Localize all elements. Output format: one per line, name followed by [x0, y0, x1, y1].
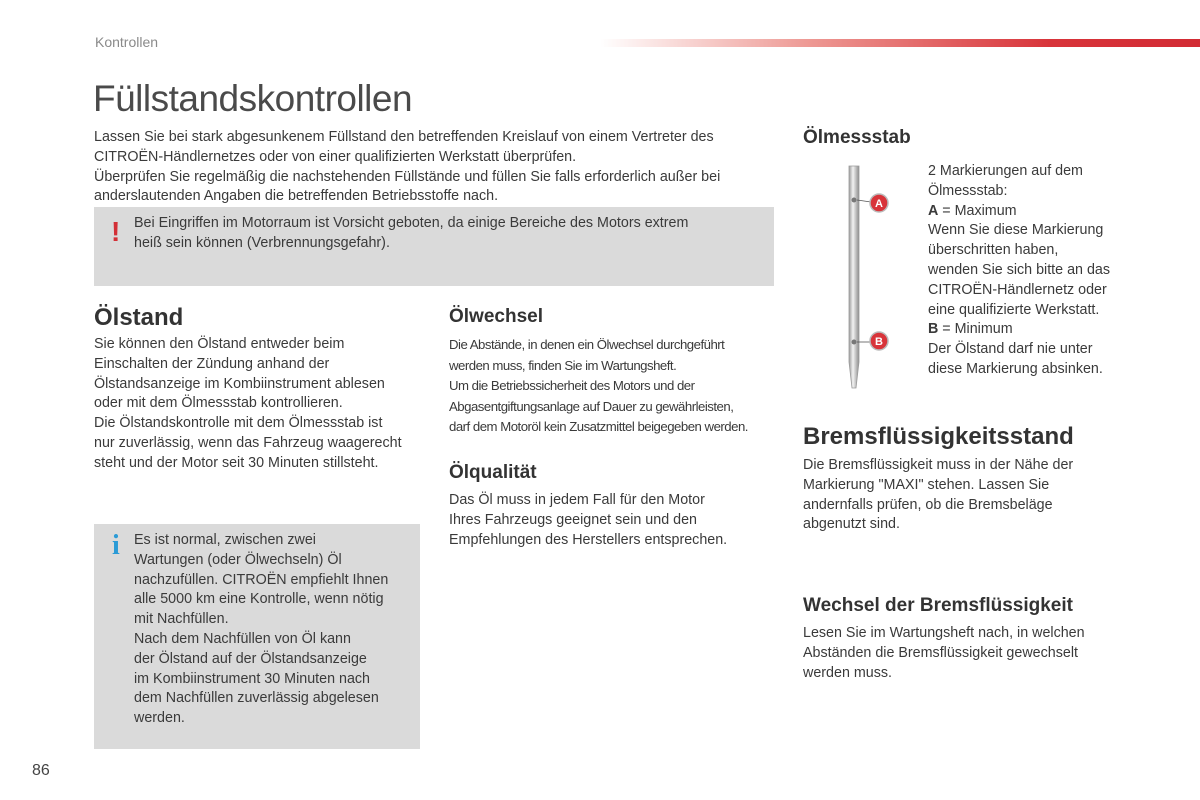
bremsstand-line: andernfalls prüfen, ob die Bremsbeläge [803, 496, 1053, 513]
oelmessstab-line: überschritten haben, [928, 242, 1059, 259]
info-line: alle 5000 km eine Kontrolle, wenn nötig [134, 591, 384, 608]
dipstick-mark-max [852, 198, 857, 203]
info-line: Es ist normal, zwischen zwei [134, 532, 316, 548]
info-line: werden. [134, 710, 185, 727]
bremsfluessigkeitsstand-heading: Bremsflüssigkeitsstand [803, 423, 1074, 450]
oelwechsel-line: Die Abstände, in denen ein Ölwechsel durchgeführt [449, 337, 725, 352]
oelmessstab-line: diese Markierung absinken. [928, 360, 1103, 377]
oelwechsel-line: darf dem Motoröl kein Zusatzmittel beigegeben werden. [449, 419, 748, 434]
bremsfluessigkeit-wechsel-heading: Wechsel der Bremsflüssigkeit [803, 595, 1073, 616]
oelwechsel-heading: Ölwechsel [449, 306, 543, 327]
oelstand-heading: Ölstand [94, 304, 184, 331]
info-line: Nach dem Nachfüllen von Öl kann [134, 630, 351, 647]
oelmessstab-line: eine qualifizierte Werkstatt. [928, 301, 1100, 318]
info-line: nachzufüllen. CITROËN empfiehlt Ihnen [134, 571, 389, 588]
oelstand-line: Einschalten der Zündung anhand der [94, 355, 330, 372]
oelmessstab-line: Ölmessstab: [928, 182, 1008, 199]
oelwechsel-line: werden muss, finden Sie im Wartungsheft. [449, 357, 677, 373]
minimum-label: B [928, 321, 939, 338]
info-icon: i [112, 530, 120, 561]
warning-text [134, 214, 759, 254]
oelstand-line: steht und der Motor seit 30 Minuten stillsteht. [94, 454, 379, 471]
bremsfluessigkeit-wechsel-text [803, 624, 1123, 683]
oelwechsel-line: Um die Betriebssicherheit des Motors und der [449, 378, 695, 393]
info-line: dem Nachfüllen zuverlässig abgelesen [134, 690, 379, 707]
oelmessstab-text [928, 162, 1128, 380]
maximum-label: A [928, 202, 939, 219]
bremswechsel-line: Abständen die Bremsflüssigkeit gewechselt [803, 644, 1078, 661]
oelqualitaet-line: Ihres Fahrzeugs geeignet sein und den [449, 511, 697, 528]
info-line: im Kombiinstrument 30 Minuten nach [134, 670, 371, 687]
intro-line: CITROËN-Händlernetzes oder von einer qualifizierten Werkstatt überprüfen. [94, 148, 577, 165]
intro-line: anderslautenden Angaben die betreffenden Betriebsstoffe nach. [94, 188, 499, 205]
oelwechsel-line: Abgasentgiftungsanlage auf Dauer zu gewährleisten, [449, 398, 734, 414]
oelmessstab-line: Der Ölstand darf nie unter [928, 341, 1093, 358]
page-number: 86 [32, 762, 50, 779]
oelstand-line: nur zuverlässig, wenn das Fahrzeug waagerecht [94, 434, 402, 451]
oelwechsel-text [449, 335, 789, 438]
oelstand-line: Ölstandsanzeige im Kombiinstrument ablesen [94, 375, 385, 392]
warning-line: Bei Eingriffen im Motorraum ist Vorsicht geboten, da einige Bereiche des Motors extrem [134, 215, 689, 231]
intro-line: Lassen Sie bei stark abgesunkenem Füllstand den betreffenden Kreislauf von einem Vertreter des [94, 129, 714, 145]
marker-a-label: A [875, 198, 883, 210]
minimum-line [928, 320, 1128, 340]
intro-line: Überprüfen Sie regelmäßig die nachstehenden Füllstände und füllen Sie falls erforderlich außer bei [94, 168, 721, 185]
oelmessstab-line: CITROËN-Händlernetz oder [928, 281, 1107, 298]
oelqualitaet-text [449, 491, 769, 550]
info-line: der Ölstand auf der Ölstandsanzeige [134, 650, 367, 667]
dipstick-illustration [835, 162, 915, 394]
warning-icon: ! [111, 216, 121, 247]
bremswechsel-line: Lesen Sie im Wartungsheft nach, in welchen [803, 625, 1085, 641]
oelstand-text [94, 335, 424, 474]
marker-a-badge [870, 194, 888, 212]
page-title: Füllstandskontrollen [93, 78, 413, 119]
bremswechsel-line: werden muss. [803, 664, 892, 681]
maximum-line [928, 202, 1128, 222]
oelqualitaet-line: Empfehlungen des Herstellers entsprechen. [449, 531, 728, 548]
oelqualitaet-heading: Ölqualität [449, 462, 537, 483]
oelmessstab-line: Wenn Sie diese Markierung [928, 222, 1104, 239]
intro-paragraph [94, 128, 784, 207]
info-line: mit Nachfüllen. [134, 611, 229, 628]
maximum-text: = Maximum [938, 202, 1017, 219]
oelstand-line: Die Ölstandskontrolle mit dem Ölmessstab ist [94, 415, 383, 432]
oelstand-line: Sie können den Ölstand entweder beim [94, 336, 345, 352]
info-text [134, 531, 414, 729]
header-accent-bar [600, 39, 1200, 47]
bremsstand-line: Markierung "MAXI" stehen. Lassen Sie [803, 476, 1050, 493]
section-label: Kontrollen [95, 34, 159, 50]
bremsfluessigkeitsstand-text [803, 456, 1123, 535]
oelmessstab-line: 2 Markierungen auf dem [928, 163, 1083, 179]
bremsstand-line: abgenutzt sind. [803, 516, 900, 533]
warning-line: heiß sein können (Verbrennungsgefahr). [134, 234, 390, 251]
info-line: Wartungen (oder Ölwechseln) Öl [134, 551, 342, 568]
marker-b-badge [870, 332, 888, 350]
oelmessstab-heading: Ölmessstab [803, 127, 911, 148]
marker-b-label: B [875, 336, 883, 348]
oelmessstab-line: wenden Sie sich bitte an das [928, 261, 1111, 278]
minimum-text: = Minimum [938, 321, 1013, 338]
oelstand-line: oder mit dem Ölmessstab kontrollieren. [94, 395, 343, 412]
bremsstand-line: Die Bremsflüssigkeit muss in der Nähe der [803, 457, 1074, 473]
dipstick-mark-min [852, 340, 857, 345]
oelqualitaet-line: Das Öl muss in jedem Fall für den Motor [449, 492, 705, 508]
